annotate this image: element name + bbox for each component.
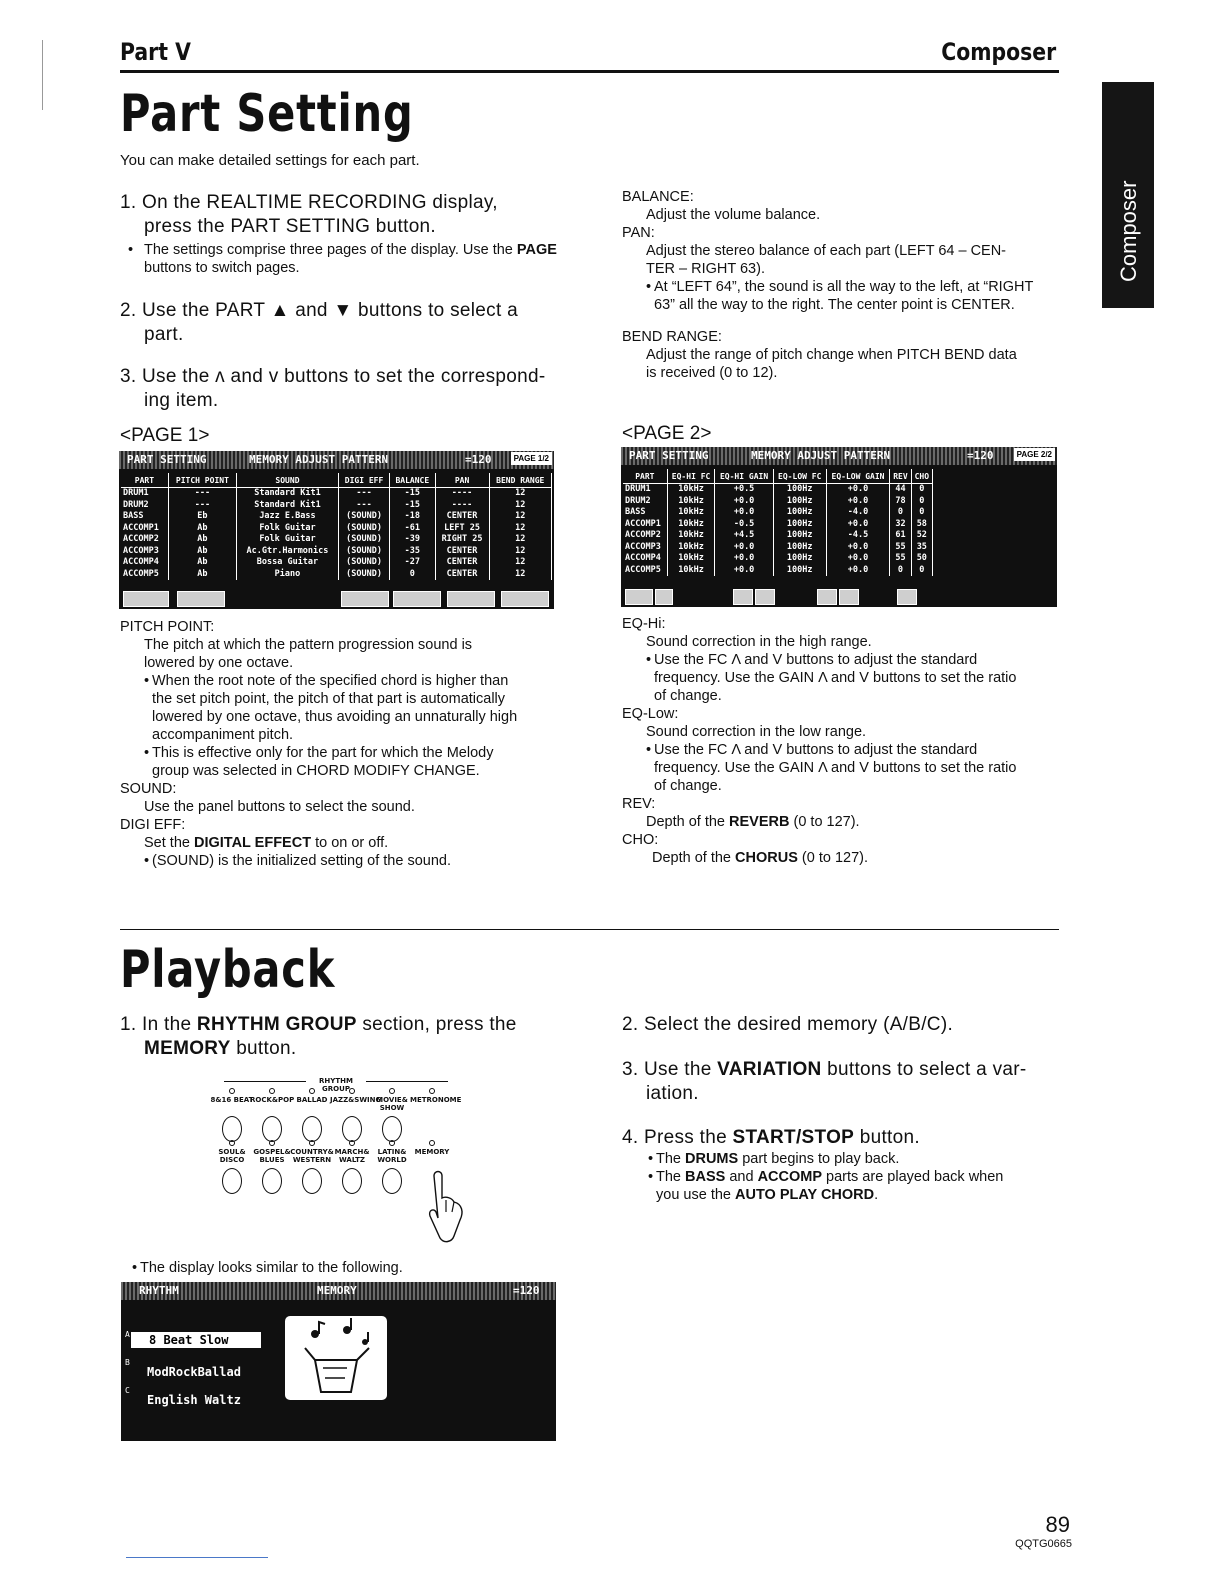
lcd1-cell[interactable]: RIGHT 25 <box>435 534 489 546</box>
lcd1-cell[interactable]: Eb <box>168 511 236 523</box>
eqhi-note-2: frequency. Use the GAIN Λ and V buttons to set the ratio <box>654 670 1017 686</box>
rhythm-button-label: MOVIE& SHOW <box>376 1096 408 1112</box>
lcd2-cell[interactable]: +0.5 <box>715 484 773 496</box>
eqhi-note-3: of change. <box>654 688 722 704</box>
lcd2-cell[interactable]: +0.0 <box>826 484 890 496</box>
music-box-icon <box>285 1316 387 1400</box>
memory-illustration <box>285 1316 387 1400</box>
lcd1-cell[interactable]: 12 <box>489 557 551 569</box>
lcd2-cell[interactable]: -4.5 <box>826 530 890 542</box>
intro-text: You can make detailed settings for each part. <box>120 152 420 169</box>
table-row <box>121 500 552 512</box>
lcd2-cell[interactable]: ACCOMP1 <box>623 519 667 531</box>
lcd2-cell[interactable]: 35 <box>911 542 932 554</box>
lcd2-cell[interactable]: 100Hz <box>773 507 826 519</box>
lcd2-header-0: PART <box>623 469 667 484</box>
lcd2-cell[interactable]: +0.0 <box>826 565 890 577</box>
lcd1-cell[interactable]: BASS <box>121 511 168 523</box>
pitch-note-1-l1: • When the root note of the specified chord is higher than <box>144 673 509 689</box>
lcd1-cell[interactable]: --- <box>168 488 236 500</box>
lcd2-page-badge: PAGE 2/2 <box>1014 448 1055 461</box>
mem-key-c: C <box>125 1386 130 1395</box>
lcd1-page-badge: PAGE 1/2 <box>511 452 552 465</box>
right-descriptions-bottom <box>622 615 1062 867</box>
lcd1-knob-3 <box>341 591 389 607</box>
lcd1-cell[interactable]: 12 <box>489 488 551 500</box>
lcd2-cell[interactable]: 100Hz <box>773 519 826 531</box>
lcd2-cell[interactable]: 10kHz <box>667 553 715 565</box>
digi-desc: Set the DIGITAL EFFECT to on or off. <box>144 835 389 851</box>
pointing-hand-icon <box>424 1166 484 1246</box>
footer-line <box>126 1557 268 1558</box>
lcd2-cell[interactable]: 10kHz <box>667 530 715 542</box>
lcd1-header-5: PAN <box>435 473 489 488</box>
lcd1-cell[interactable]: Ac.Gtr.Harmonics <box>236 546 338 558</box>
lcd1-cell[interactable]: ACCOMP5 <box>121 569 168 581</box>
rhythm-button-label: JAZZ&SWING <box>330 1096 382 1104</box>
lcd2-cell[interactable]: 10kHz <box>667 542 715 554</box>
lcd2-knob-5 <box>817 589 837 605</box>
lcd3-title: RHYTHM <box>139 1284 179 1297</box>
lcd2-cell[interactable]: 58 <box>911 519 932 531</box>
lcd1-cell[interactable]: CENTER <box>435 511 489 523</box>
lcd1-cell[interactable]: (SOUND) <box>338 569 389 581</box>
table-row <box>121 546 552 558</box>
pitch-note-1-l2: the set pitch point, the pitch of that part is automatically <box>152 691 506 707</box>
lcd2-titlebar <box>621 447 1057 465</box>
rhythm-button[interactable] <box>302 1116 322 1142</box>
lcd2-cell[interactable]: 61 <box>890 530 911 542</box>
lcd1-cell[interactable]: Standard Kit1 <box>236 488 338 500</box>
lcd2-title: PART SETTING <box>629 449 709 462</box>
rhythm-button[interactable] <box>222 1168 242 1194</box>
playback-step-2: 2. Select the desired memory (A/B/C). <box>622 1014 954 1035</box>
lcd1-cell[interactable]: Folk Guitar <box>236 523 338 535</box>
lcd2-knob-7 <box>897 589 917 605</box>
pitch-note-2-l1: • This is effective only for the part for which the Melody <box>144 745 494 761</box>
lcd1-cell[interactable]: -15 <box>390 488 435 500</box>
led-indicator <box>309 1088 315 1094</box>
lcd2-cell[interactable]: 0 <box>911 496 932 508</box>
pan-desc-1: Adjust the stereo balance of each part (LEFT 64 – CEN- <box>646 243 1007 259</box>
lcd2-cell[interactable]: 100Hz <box>773 565 826 577</box>
section-divider <box>120 929 1059 930</box>
lcd1-knob-2 <box>177 591 225 607</box>
lcd1-knob-4 <box>393 591 441 607</box>
lcd1-cell[interactable]: Ab <box>168 557 236 569</box>
table-row <box>121 511 552 523</box>
pitch-point-desc-2: lowered by one octave. <box>144 655 294 671</box>
rhythm-button-label: SOUL& DISCO <box>218 1148 246 1164</box>
led-indicator <box>349 1140 355 1146</box>
lcd2-cell[interactable]: +0.0 <box>826 519 890 531</box>
side-tab <box>1102 82 1154 308</box>
table-row <box>121 488 552 500</box>
lcd2-cell[interactable]: -0.5 <box>715 519 773 531</box>
pan-note-1: • At “LEFT 64”, the sound is all the way to the left, at “RIGHT <box>646 279 1034 295</box>
lcd2-tempo: =120 <box>967 449 994 462</box>
step-3: 3. Use the ʌ and v buttons to set the correspond- ing item. <box>120 366 546 411</box>
table-row <box>623 519 933 531</box>
lcd2-cell[interactable]: 0 <box>911 507 932 519</box>
page1-label: <PAGE 1> <box>120 425 210 446</box>
table-row <box>121 557 552 569</box>
rhythm-button-label: COUNTRY& WESTERN <box>290 1148 334 1164</box>
lcd2-knob-3 <box>733 589 753 605</box>
lcd1-cell[interactable]: -18 <box>390 511 435 523</box>
doc-code: QQTG0665 <box>1015 1538 1072 1550</box>
eqhi-term: EQ-Hi: <box>622 616 666 632</box>
lcd2-cell[interactable]: 0 <box>911 484 932 496</box>
lcd2-knob-1 <box>625 589 653 605</box>
rhythm-button[interactable] <box>302 1168 322 1194</box>
lcd2-cell[interactable]: DRUM1 <box>623 484 667 496</box>
eqhi-desc: Sound correction in the high range. <box>646 634 872 650</box>
lcd2-cell[interactable]: 78 <box>890 496 911 508</box>
lcd1-tempo: =120 <box>465 453 492 466</box>
rhythm-button[interactable] <box>222 1116 242 1142</box>
lcd1-cell[interactable]: ACCOMP4 <box>121 557 168 569</box>
lcd1-header-2: SOUND <box>236 473 338 488</box>
led-indicator <box>389 1088 395 1094</box>
lcd2-cell[interactable]: 55 <box>890 542 911 554</box>
lcd1-cell[interactable]: Ab <box>168 569 236 581</box>
lcd2-cell[interactable]: +0.0 <box>715 542 773 554</box>
rhythm-button-label: ROCK&POP <box>250 1096 295 1104</box>
eqlow-note-1: • Use the FC Λ and V buttons to adjust the standard <box>646 742 978 758</box>
lcd2-cell[interactable]: +0.0 <box>715 565 773 577</box>
lcd1-cell[interactable]: Ab <box>168 523 236 535</box>
lcd1-cell[interactable]: --- <box>338 488 389 500</box>
lcd2-cell[interactable]: +0.0 <box>715 507 773 519</box>
lcd2-cell[interactable]: 100Hz <box>773 553 826 565</box>
lcd2-header-6: CHO <box>911 469 932 484</box>
memory-item-b[interactable]: ModRockBallad <box>147 1365 241 1379</box>
table-row <box>623 507 933 519</box>
lcd2-cell[interactable]: 0 <box>911 565 932 577</box>
mem-key-a: A <box>125 1330 130 1339</box>
lcd1-cell[interactable]: ---- <box>435 488 489 500</box>
pitch-note-2-l2: group was selected in CHORD MODIFY CHANGE. <box>152 763 480 779</box>
lcd1-tabs: MEMORY ADJUST PATTERN <box>249 453 389 466</box>
led-indicator <box>429 1088 435 1094</box>
lcd-page2 <box>621 447 1057 607</box>
lcd1-cell[interactable]: -61 <box>390 523 435 535</box>
lcd1-cell[interactable]: CENTER <box>435 557 489 569</box>
rhythm-button[interactable] <box>342 1116 362 1142</box>
playback-notes <box>648 1150 1068 1204</box>
step-1-note: • The settings comprise three pages of the display. Use the PAGE buttons to switch pages. <box>128 242 557 276</box>
lcd2-knob-2 <box>655 589 673 605</box>
note-drums: • The DRUMS part begins to play back. <box>648 1151 900 1167</box>
table-row <box>121 569 552 581</box>
left-column-steps <box>120 191 558 413</box>
table-row <box>623 484 933 496</box>
lcd1-cell[interactable]: ACCOMP2 <box>121 534 168 546</box>
lcd2-cell[interactable]: ACCOMP5 <box>623 565 667 577</box>
lcd3-tab: MEMORY <box>317 1284 357 1297</box>
right-descriptions-top <box>622 188 1062 382</box>
lcd1-cell[interactable]: CENTER <box>435 569 489 581</box>
lcd1-cell[interactable]: 12 <box>489 523 551 535</box>
lcd1-cell[interactable]: Standard Kit1 <box>236 500 338 512</box>
page2-label: <PAGE 2> <box>622 423 712 444</box>
table-row <box>121 534 552 546</box>
rev-term: REV: <box>622 796 656 812</box>
lcd2-cell[interactable]: +0.0 <box>826 496 890 508</box>
eqlow-desc: Sound correction in the low range. <box>646 724 867 740</box>
led-indicator <box>309 1140 315 1146</box>
lcd2-header-2: EQ-HI GAIN <box>715 469 773 484</box>
lcd1-cell[interactable]: (SOUND) <box>338 523 389 535</box>
led-indicator <box>349 1088 355 1094</box>
part-heading: Part V <box>120 38 191 66</box>
table-row <box>623 565 933 577</box>
lcd2-cell[interactable]: 100Hz <box>773 496 826 508</box>
lcd2-cell[interactable]: BASS <box>623 507 667 519</box>
lcd2-cell[interactable]: 100Hz <box>773 484 826 496</box>
lcd1-cell[interactable]: 12 <box>489 569 551 581</box>
lcd1-cell[interactable]: (SOUND) <box>338 534 389 546</box>
lcd1-header-4: BALANCE <box>390 473 435 488</box>
lcd3-titlebar <box>121 1282 556 1300</box>
table-row <box>623 496 933 508</box>
page-number: 89 <box>1045 1512 1070 1537</box>
lcd1-titlebar <box>119 451 554 469</box>
eqlow-term: EQ-Low: <box>622 706 679 722</box>
lcd2-cell[interactable]: ACCOMP3 <box>623 542 667 554</box>
lcd1-cell[interactable]: 12 <box>489 546 551 558</box>
balance-term: BALANCE: <box>622 189 694 205</box>
playback-step-3: 3. Use the VARIATION buttons to select a var- iation. <box>622 1059 1027 1104</box>
sound-term: SOUND: <box>120 781 177 797</box>
digi-term: DIGI EFF: <box>120 817 186 833</box>
lcd2-cell[interactable]: 52 <box>911 530 932 542</box>
left-descriptions <box>120 618 560 870</box>
display-note: • The display looks similar to the following. <box>132 1260 403 1276</box>
balance-desc: Adjust the volume balance. <box>646 207 821 223</box>
lcd2-cell[interactable]: 0 <box>890 565 911 577</box>
bend-term: BEND RANGE: <box>622 329 722 345</box>
table-row <box>623 553 933 565</box>
lcd1-header-6: BEND RANGE <box>489 473 551 488</box>
section-heading: Composer <box>941 38 1056 66</box>
memory-item-a[interactable]: 8 Beat Slow <box>131 1332 261 1348</box>
lcd1-knob-5 <box>447 591 495 607</box>
step-1: 1. On the REALTIME RECORDING display, press the PART SETTING button. <box>120 192 498 237</box>
table-row <box>121 523 552 535</box>
step-2: 2. Use the PART ▲ and ▼ buttons to select a part. <box>120 300 518 345</box>
page-title: Part Setting <box>120 84 414 144</box>
lcd1-cell[interactable]: 12 <box>489 500 551 512</box>
lcd2-cell[interactable]: 10kHz <box>667 484 715 496</box>
lcd2-cell[interactable]: +0.0 <box>826 542 890 554</box>
lcd1-cell[interactable]: --- <box>168 500 236 512</box>
pan-term: PAN: <box>622 225 655 241</box>
lcd2-cell[interactable]: 10kHz <box>667 496 715 508</box>
lcd1-cell[interactable]: 12 <box>489 534 551 546</box>
lcd-page1 <box>119 451 554 609</box>
sound-desc: Use the panel buttons to select the sound. <box>144 799 415 815</box>
rhythm-button[interactable] <box>262 1168 282 1194</box>
rhythm-group-panel <box>210 1074 464 1244</box>
eqhi-note-1: • Use the FC Λ and V buttons to adjust the standard <box>646 652 978 668</box>
lcd1-header-3: DIGI EFF <box>338 473 389 488</box>
led-indicator <box>229 1088 235 1094</box>
lcd1-cell[interactable]: Bossa Guitar <box>236 557 338 569</box>
lcd1-cell[interactable]: -27 <box>390 557 435 569</box>
lcd2-cell[interactable]: 50 <box>911 553 932 565</box>
pitch-note-1-l4: accompaniment pitch. <box>152 727 294 743</box>
lcd1-table <box>121 473 552 580</box>
rhythm-button-label: BALLAD <box>296 1096 328 1104</box>
led-indicator <box>269 1088 275 1094</box>
table-row <box>623 530 933 542</box>
rhythm-button[interactable] <box>382 1168 402 1194</box>
lcd2-header-3: EQ-LOW FC <box>773 469 826 484</box>
lcd1-cell[interactable]: LEFT 25 <box>435 523 489 535</box>
cho-term: CHO: <box>622 832 659 848</box>
lcd1-cell[interactable]: -35 <box>390 546 435 558</box>
lcd2-header-5: REV <box>890 469 911 484</box>
lcd1-cell[interactable]: Ab <box>168 546 236 558</box>
lcd1-cell[interactable]: Piano <box>236 569 338 581</box>
lcd2-cell[interactable]: 100Hz <box>773 530 826 542</box>
lcd2-cell[interactable]: 0 <box>890 507 911 519</box>
lcd1-cell[interactable]: ---- <box>435 500 489 512</box>
lcd2-cell[interactable]: 10kHz <box>667 565 715 577</box>
mem-key-b: B <box>125 1358 130 1367</box>
lcd1-cell[interactable]: DRUM1 <box>121 488 168 500</box>
led-indicator <box>389 1140 395 1146</box>
lcd3-tempo: =120 <box>513 1284 540 1297</box>
rhythm-button-label: 8&16 BEAT <box>210 1096 254 1104</box>
lcd1-cell[interactable]: DRUM2 <box>121 500 168 512</box>
cho-desc: Depth of the CHORUS (0 to 127). <box>652 850 868 866</box>
lcd2-cell[interactable]: -4.0 <box>826 507 890 519</box>
lcd1-title: PART SETTING <box>127 453 207 466</box>
lcd1-cell[interactable]: --- <box>338 500 389 512</box>
lcd2-tabs: MEMORY ADJUST PATTERN <box>751 449 891 462</box>
lcd2-cell[interactable]: 44 <box>890 484 911 496</box>
lcd2-header-1: EQ-HI FC <box>667 469 715 484</box>
pitch-point-term: PITCH POINT: <box>120 619 215 635</box>
pan-desc-2: TER – RIGHT 63). <box>646 261 765 277</box>
rhythm-button-label: MEMORY <box>414 1148 450 1156</box>
lcd2-cell[interactable]: +0.0 <box>715 496 773 508</box>
lcd1-knob-6 <box>501 591 549 607</box>
lcd1-cell[interactable]: 12 <box>489 511 551 523</box>
lcd1-cell[interactable]: (SOUND) <box>338 511 389 523</box>
rhythm-button-label: METRONOME <box>410 1096 462 1104</box>
lcd2-knob-4 <box>755 589 775 605</box>
header-rule <box>120 70 1059 73</box>
eqlow-note-3: of change. <box>654 778 722 794</box>
lcd1-cell[interactable]: ACCOMP3 <box>121 546 168 558</box>
lcd2-cell[interactable]: DRUM2 <box>623 496 667 508</box>
lcd1-cell[interactable]: CENTER <box>435 546 489 558</box>
margin-mark <box>42 40 43 110</box>
digi-note: • (SOUND) is the initialized setting of the sound. <box>144 853 451 869</box>
memory-item-c[interactable]: English Waltz <box>147 1393 241 1407</box>
bend-desc-1: Adjust the range of pitch change when PITCH BEND data <box>646 347 1017 363</box>
pitch-note-1-l3: lowered by one octave, thus avoiding an unnaturally high <box>152 709 518 725</box>
lcd2-cell[interactable]: +4.5 <box>715 530 773 542</box>
side-tab-label: Composer <box>1116 180 1141 282</box>
table-row <box>623 542 933 554</box>
rhythm-button-label: GOSPEL& BLUES <box>253 1148 291 1164</box>
lcd2-cell[interactable]: 55 <box>890 553 911 565</box>
lcd2-cell[interactable]: 10kHz <box>667 507 715 519</box>
lcd2-table <box>623 469 933 576</box>
lcd1-cell[interactable]: ACCOMP1 <box>121 523 168 535</box>
note-bass: • The BASS and ACCOMP parts are played back when <box>648 1169 1004 1185</box>
lcd1-header-1: PITCH POINT <box>168 473 236 488</box>
lcd1-cell[interactable]: Ab <box>168 534 236 546</box>
lcd2-knob-6 <box>839 589 859 605</box>
lcd2-cell[interactable]: 32 <box>890 519 911 531</box>
lcd1-cell[interactable]: Folk Guitar <box>236 534 338 546</box>
rhythm-button-label: LATIN& WORLD <box>377 1148 407 1164</box>
rev-desc: Depth of the REVERB (0 to 127). <box>646 814 860 830</box>
playback-title: Playback <box>120 940 336 1000</box>
lcd2-cell[interactable]: +0.0 <box>826 553 890 565</box>
rhythm-group-title: RHYTHM GROUP <box>306 1077 366 1093</box>
lcd2-cell[interactable]: ACCOMP2 <box>623 530 667 542</box>
bend-desc-2: is received (0 to 12). <box>646 365 778 381</box>
lcd1-cell[interactable]: -39 <box>390 534 435 546</box>
lcd2-header-4: EQ-LOW GAIN <box>826 469 890 484</box>
eqlow-note-2: frequency. Use the GAIN Λ and V buttons to set the ratio <box>654 760 1017 776</box>
rhythm-button[interactable] <box>262 1116 282 1142</box>
led-indicator <box>229 1140 235 1146</box>
lcd1-cell[interactable]: (SOUND) <box>338 557 389 569</box>
lcd1-cell[interactable]: 0 <box>390 569 435 581</box>
pan-note-2: 63” all the way to the right. The center point is CENTER. <box>654 297 1015 313</box>
rhythm-button-label: MARCH& WALTZ <box>334 1148 370 1164</box>
playback-step-4: 4. Press the START/STOP button. <box>622 1127 920 1148</box>
lcd1-cell[interactable]: (SOUND) <box>338 546 389 558</box>
lcd2-cell[interactable]: ACCOMP4 <box>623 553 667 565</box>
lcd1-knob-1 <box>123 591 169 607</box>
lcd1-header-0: PART <box>121 473 168 488</box>
rhythm-button[interactable] <box>382 1116 402 1142</box>
led-indicator <box>269 1140 275 1146</box>
lcd1-cell[interactable]: -15 <box>390 500 435 512</box>
led-indicator <box>429 1140 435 1146</box>
lcd2-cell[interactable]: 100Hz <box>773 542 826 554</box>
lcd2-cell[interactable]: 10kHz <box>667 519 715 531</box>
rhythm-button[interactable] <box>342 1168 362 1194</box>
lcd-rhythm-memory <box>121 1282 556 1441</box>
playback-step-1: 1. In the RHYTHM GROUP section, press the MEMORY button. <box>120 1014 517 1059</box>
lcd1-cell[interactable]: Jazz E.Bass <box>236 511 338 523</box>
note-bass-line2: you use the AUTO PLAY CHORD. <box>656 1187 879 1203</box>
lcd2-cell[interactable]: +0.0 <box>715 553 773 565</box>
pitch-point-desc-1: The pitch at which the pattern progression sound is <box>144 637 473 653</box>
